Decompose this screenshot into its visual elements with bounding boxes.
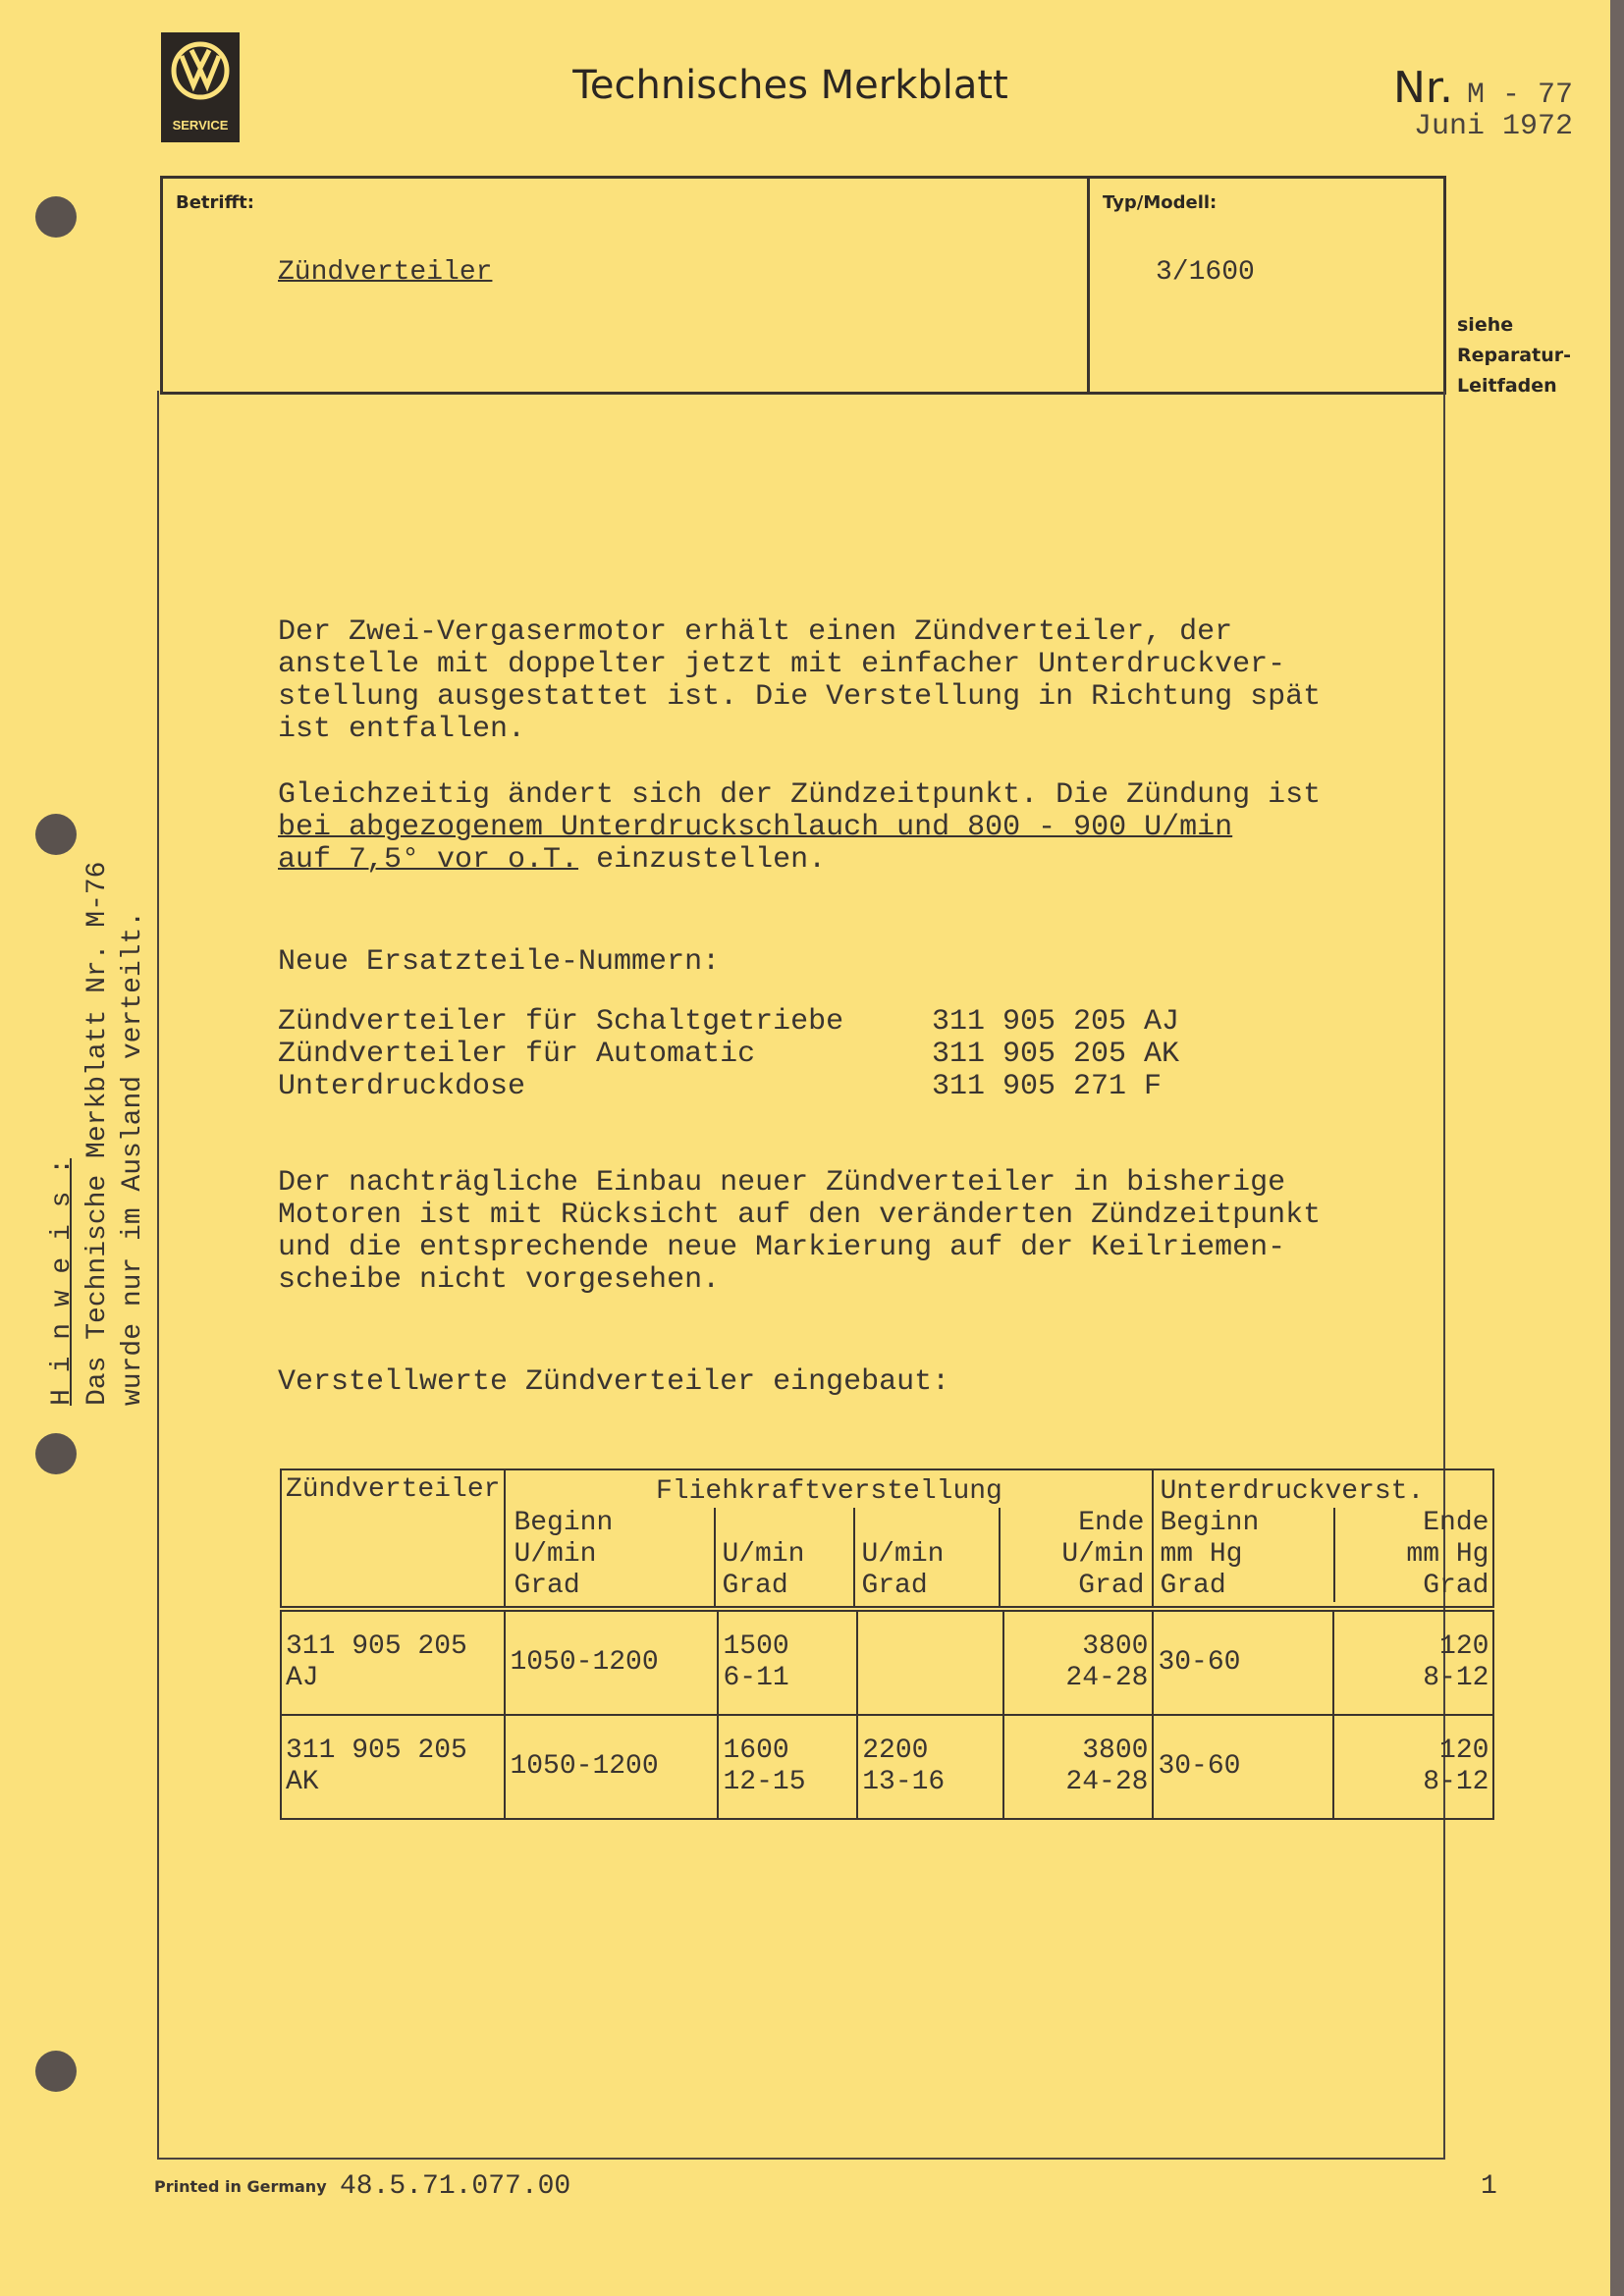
side-note-line: Leitfaden bbox=[1457, 375, 1557, 397]
table-row bbox=[281, 1715, 1493, 1819]
punch-hole bbox=[35, 196, 77, 238]
cell: 1050-1200 bbox=[505, 1715, 718, 1819]
part-number: 311 905 205 AJ bbox=[932, 1005, 1180, 1039]
col-header-zv bbox=[281, 1469, 505, 1609]
cell: 2200 13-16 bbox=[857, 1715, 1002, 1819]
header-text: Zündverteiler bbox=[286, 1474, 501, 1505]
body-line: Gleichzeitig ändert sich der Zündzeitpunkt. Die Zündung ist bbox=[278, 778, 1322, 812]
document-title: Technisches Merkblatt bbox=[572, 63, 1008, 108]
document-date: Juni 1972 bbox=[1413, 110, 1573, 143]
side-note-line: siehe bbox=[1457, 314, 1514, 336]
punch-hole bbox=[35, 1433, 77, 1474]
hint-line: Das Technische Merkblatt Nr. M-76 bbox=[82, 861, 113, 1406]
cell: 1050-1200 bbox=[505, 1609, 718, 1715]
body-line: und die entsprechende neue Markierung auf der Keilriemen- bbox=[278, 1231, 1286, 1264]
side-hint bbox=[45, 797, 151, 1406]
logo-text: SERVICE bbox=[172, 118, 229, 133]
table-header-row bbox=[281, 1469, 1493, 1609]
body-line-underlined: bei abgezogenem Unterdruckschlauch und 800 - 900 U/min bbox=[278, 811, 1233, 844]
print-code: 48.5.71.077.00 bbox=[340, 2171, 571, 2202]
underlined-setting: auf 7,5° vor o.T. bbox=[278, 843, 579, 877]
cell: 3800 24-28 bbox=[1003, 1715, 1154, 1819]
cell: 3800 24-28 bbox=[1003, 1609, 1154, 1715]
body-text: einzustellen. bbox=[578, 843, 827, 877]
subheader: Ende mm Hg Grad bbox=[1333, 1508, 1492, 1602]
body-line: Der Zwei-Vergasermotor erhält einen Zündverteiler, der bbox=[278, 615, 1233, 649]
subheader: U/min Grad bbox=[714, 1508, 853, 1606]
header-text: Fliehkraftverstellung bbox=[656, 1476, 1002, 1507]
col-header-unterdruck bbox=[1153, 1469, 1493, 1609]
parts-heading: Neue Ersatzteile-Nummern: bbox=[278, 945, 721, 979]
info-box-divider bbox=[1087, 176, 1090, 392]
body-line: stellung ausgestattet ist. Die Verstellung in Richtung spät bbox=[278, 680, 1322, 714]
subheader: Beginn mm Hg Grad bbox=[1160, 1508, 1260, 1601]
betrifft-label: Betrifft: bbox=[176, 192, 254, 213]
side-note bbox=[1457, 310, 1571, 401]
settings-table bbox=[280, 1468, 1494, 1820]
punch-hole bbox=[35, 2051, 77, 2092]
printed-in-germany: Printed in Germany bbox=[154, 2177, 327, 2196]
cell bbox=[857, 1609, 1002, 1715]
hint-line: wurde nur im Ausland verteilt. bbox=[118, 910, 148, 1406]
part-name: Unterdruckdose bbox=[278, 1070, 526, 1103]
page-number: 1 bbox=[1481, 2171, 1497, 2202]
cell: 1500 6-11 bbox=[718, 1609, 857, 1715]
document-number bbox=[1393, 63, 1573, 113]
subheader: Beginn U/min Grad bbox=[514, 1508, 614, 1601]
body-line: Der nachträgliche Einbau neuer Zündverteiler in bisherige bbox=[278, 1166, 1286, 1200]
body-line: Motoren ist mit Rücksicht auf den veränderten Zündzeitpunkt bbox=[278, 1199, 1322, 1232]
part-number: 311 905 205 AK bbox=[932, 1038, 1180, 1071]
cell: 1600 12-15 bbox=[718, 1715, 857, 1819]
cell: 311 905 205 AJ bbox=[281, 1609, 505, 1715]
nr-value: M - 77 bbox=[1466, 79, 1573, 112]
body-line: anstelle mit doppelter jetzt mit einfacher Unterdruckver- bbox=[278, 648, 1286, 681]
part-number: 311 905 271 F bbox=[932, 1070, 1163, 1103]
hint-title: H i n w e i s : bbox=[47, 1157, 78, 1406]
typ-label: Typ/Modell: bbox=[1103, 192, 1218, 213]
side-note-line: Reparatur- bbox=[1457, 345, 1571, 366]
table-row bbox=[281, 1609, 1493, 1715]
cell: 120 8-12 bbox=[1333, 1715, 1493, 1819]
subheader: Ende U/min Grad bbox=[999, 1508, 1152, 1606]
cell: 120 8-12 bbox=[1333, 1609, 1493, 1715]
body-line: scheibe nicht vorgesehen. bbox=[278, 1263, 721, 1297]
part-name: Zündverteiler für Automatic bbox=[278, 1038, 756, 1071]
betrifft-value: Zündverteiler bbox=[278, 257, 493, 288]
nr-label: Nr. bbox=[1393, 63, 1453, 113]
body-line bbox=[278, 844, 826, 877]
cell: 311 905 205 AK bbox=[281, 1715, 505, 1819]
cell: 30-60 bbox=[1153, 1609, 1333, 1715]
body-line: ist entfallen. bbox=[278, 713, 526, 746]
subheader: U/min Grad bbox=[853, 1508, 999, 1606]
part-name: Zündverteiler für Schaltgetriebe bbox=[278, 1005, 844, 1039]
typ-value: 3/1600 bbox=[1156, 257, 1255, 288]
cell: 30-60 bbox=[1153, 1715, 1333, 1819]
col-header-fliehkraft bbox=[505, 1469, 1153, 1609]
header-text: Unterdruckverst. bbox=[1160, 1476, 1425, 1507]
page-edge bbox=[1610, 0, 1624, 2296]
table-heading: Verstellwerte Zündverteiler eingebaut: bbox=[278, 1365, 950, 1399]
